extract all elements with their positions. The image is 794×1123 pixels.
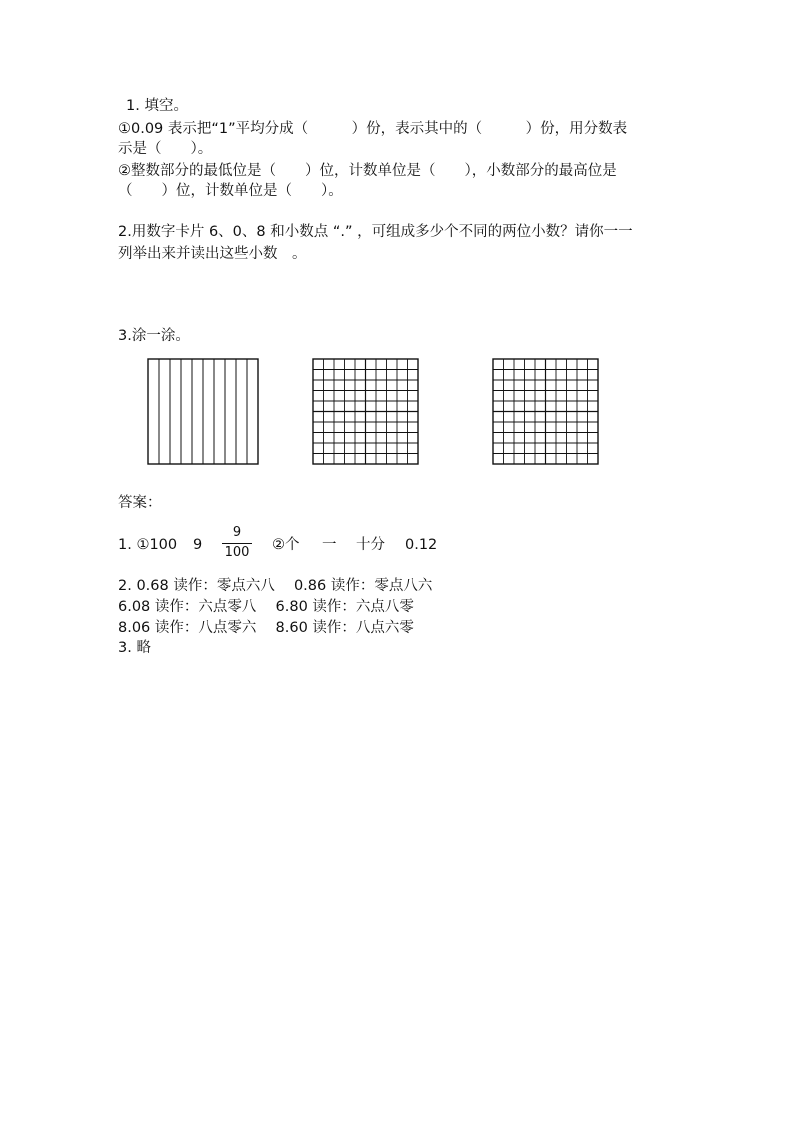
answer-2-line-1: 2. 0.68 读作：零点六八 0.86 读作：零点八六: [118, 578, 433, 594]
answer-1-item-7: 0.12: [405, 537, 438, 553]
question-1-line-2: 示是（ ）。: [118, 141, 213, 157]
question-2-line-2: 列举出来并读出这些小数 。: [118, 246, 307, 262]
answer-1-item-2: 9: [193, 537, 203, 553]
strip-lines: [148, 359, 258, 464]
answer-1-prefix: 1. ①100: [118, 537, 178, 553]
hundred-grid-lines-1: [313, 359, 418, 464]
question-2-line-1: 2.用数字卡片 6、0、8 和小数点 “.” ，可组成多少个不同的两位小数？请你一一: [118, 224, 633, 240]
strip-figure: [147, 358, 259, 466]
question-3-title: 3.涂一涂。: [118, 328, 190, 344]
question-1-line-4: （ ）位，计数单位是（ ）。: [118, 183, 343, 199]
answer-2-line-2: 6.08 读作：六点零八 6.80 读作：六点八零: [118, 599, 414, 615]
fraction-bar: [222, 543, 252, 544]
answer-1-item-5: 一: [322, 537, 337, 553]
question-1-line-3: ②整数部分的最低位是（ ）位，计数单位是（ ），小数部分的最高位是: [118, 163, 617, 179]
hundred-grid-figure-1: [312, 358, 420, 466]
answer-1-item-6: 十分: [356, 537, 385, 553]
answers-heading: 答案：: [118, 495, 162, 511]
hundred-grid-figure-2: [492, 358, 600, 466]
fraction-denominator: 100: [224, 545, 250, 560]
answer-2-line-3: 8.06 读作：八点零六 8.60 读作：八点六零: [118, 620, 414, 636]
answer-1-item-4: ②个: [272, 537, 300, 553]
hundred-grid-lines-2: [493, 359, 598, 464]
fraction-numerator: 9: [232, 525, 242, 540]
answer-1-fraction: [222, 525, 252, 561]
question-1-title: 1. 填空。: [126, 98, 188, 114]
answer-3: 3. 略: [118, 640, 151, 656]
question-1-line-1: ①0.09 表示把“1”平均分成（ ）份，表示其中的（ ）份，用分数表: [118, 121, 628, 137]
